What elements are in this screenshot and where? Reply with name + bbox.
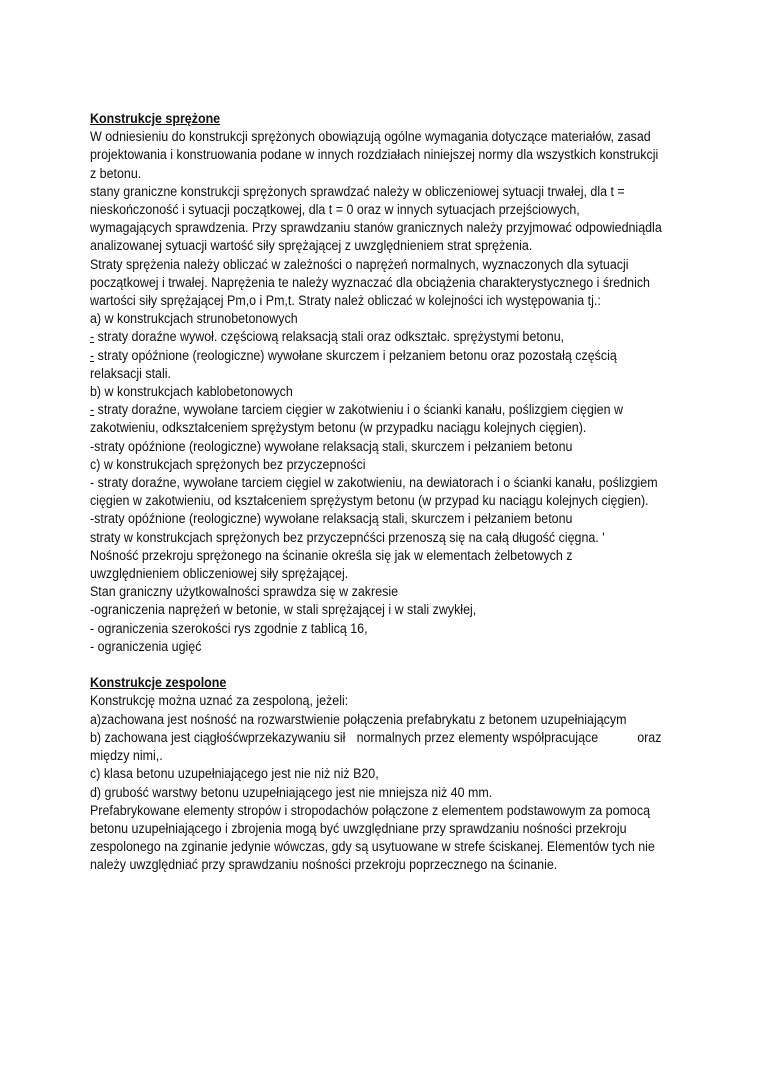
list-item-a2 [90, 347, 648, 365]
list-item-text: straty doraźne, wywołane tarciem cięgier w zakotwieniu i o ścianki kanału, poślizgiem cięgien w [94, 402, 623, 418]
paragraph-line: straty w konstrukcjach sprężonych bez przyczepnćści przenoszą się na całą długość cięgna. ' [90, 529, 605, 545]
paragraph-line: - straty doraźne, wywołane tarciem cięgiel w zakotwieniu, na dewiatorach i o ścianki kanału, poślizgiem [90, 475, 658, 491]
list-heading-b: b) w konstrukcjach kablobetonowych [90, 384, 293, 400]
paragraph-line: wartości siły sprężającej Pm,o i Pm,t. Straty należ obliczać w kolejności ich występowania tj.: [90, 293, 601, 309]
paragraph-line: - ograniczenia ugięć [90, 638, 202, 654]
text-segment: oraz [637, 729, 662, 745]
text-segment: b) zachowana jest ciągłośćwprzekazywaniu sił [90, 729, 346, 745]
list-item-text: straty opóźnione (reologiczne) wywołane skurczem i pełzaniem betonu oraz pozostałą częścią [94, 347, 617, 363]
paragraph-line: zakotwieniu, odkształceniem sprężystym betonu (w przypadku naciągu kolejnych cięgien). [90, 420, 587, 436]
paragraph-line: z betonu. [90, 165, 142, 181]
paragraph-line: Nośność przekroju sprężonego na ścinanie określa się jak w elementach żelbetowych z [90, 547, 573, 563]
paragraph-line: relaksacji stali. [90, 365, 171, 381]
paragraph-line: -straty opóźnione (reologiczne) wywołane relaksacją stali, skurczem i pełzaniem betonu [90, 438, 573, 454]
list-heading-a: a) w konstrukcjach strunobetonowych [90, 311, 298, 327]
paragraph-line: nieskończoność i sytuacji początkowej, dla t = 0 oraz w innych sytuacjach przejściowych, [90, 202, 580, 218]
dash-marker: - [90, 402, 95, 418]
paragraph-line: W odniesieniu do konstrukcji sprężonych obowiązują ogólne wymagania dotyczące materiałów, zasad [90, 129, 651, 145]
paragraph-line: uwzględnieniem obliczeniowej siły sprężającej. [90, 566, 349, 582]
section-heading-prestressed: Konstrukcje sprężone [90, 111, 221, 126]
paragraph-line: a)zachowana jest nośność na rozwarstwienie połączenia prefabrykatu z betonem uzupełniającym [90, 711, 627, 727]
paragraph-line: - ograniczenia szerokości rys zgodnie z tablicą 16, [90, 620, 368, 636]
paragraph-line: Straty sprężenia należy obliczać w zależności o naprężeń normalnych, wyznaczonych dla sytuacji [90, 256, 629, 272]
paragraph-line [90, 729, 662, 747]
list-item-b1 [90, 401, 648, 419]
document-body [90, 110, 662, 875]
paragraph-line: -straty opóźnione (reologiczne) wywołane relaksacją stali, skurczem i pełzaniem betonu [90, 511, 573, 527]
paragraph-line: cięgien w zakotwieniu, od kształceniem sprężystym betonu (w przypad ku naciągu kolejnych cięgien). [90, 493, 649, 509]
paragraph-line: między nimi,. [90, 748, 163, 764]
list-item-a1 [90, 328, 648, 346]
paragraph-line: -ograniczenia naprężeń w betonie, w stali sprężającej i w stali zwykłej, [90, 602, 477, 618]
paragraph-line: wymagających sprawdzenia. Przy sprawdzaniu stanów granicznych należy przyjmować odpowiedniądla [90, 220, 662, 236]
section-heading-composite: Konstrukcje zespolone [90, 675, 227, 691]
list-heading-c: c) w konstrukcjach sprężonych bez przyczepności [90, 456, 366, 472]
paragraph-line: betonu uzupełniającego i zbrojenia mogą być uwzględniane przy sprawdzaniu nośności przekroju [90, 820, 627, 836]
paragraph-line: Konstrukcję można uznać za zespoloną, jeżeli: [90, 693, 349, 709]
paragraph-line: Prefabrykowane elementy stropów i stropodachów połączone z elementem podstawowym za pomocą [90, 802, 650, 818]
paragraph-line: Stan graniczny użytkowalności sprawdza się w zakresie [90, 584, 399, 600]
dash-marker: - [90, 329, 95, 345]
paragraph-line: początkowej i trwałej. Naprężenia te należy wyznaczać dla obciążenia charakterystycznego i średnich [90, 274, 650, 290]
paragraph-line: należy uwzględniać przy sprawdzaniu nośności przekroju poprzecznego na ścinanie. [90, 857, 558, 873]
list-item-text: straty doraźne wywoł. częściową relaksacją stali oraz odkształc. sprężystymi betonu, [94, 329, 565, 345]
paragraph-line: analizowanej sytuacji wartość siły sprężającej z uwzględnieniem strat sprężenia. [90, 238, 533, 254]
paragraph-line: d) grubość warstwy betonu uzupełniającego jest nie mniejsza niż 40 mm. [90, 784, 493, 800]
paragraph-line: projektowania i konstruowania podane w innych rozdziałach niniejszej normy dla wszystkich konstrukcji [90, 147, 659, 163]
paragraph-line: c) klasa betonu uzupełniającego jest nie niż niż B20, [90, 766, 379, 782]
paragraph-line: zespolonego na zginanie jedynie wówczas, gdy są usytuowane w strefe ściskanej. Elementów tych nie [90, 839, 655, 855]
paragraph-line: stany graniczne konstrukcji sprężonych sprawdzać należy w obliczeniowej sytuacji trwałej, dla t = [90, 183, 625, 199]
section-spacer [90, 656, 648, 674]
text-segment: normalnych przez elementy współpracujące [356, 729, 599, 745]
dash-marker: - [90, 347, 95, 363]
